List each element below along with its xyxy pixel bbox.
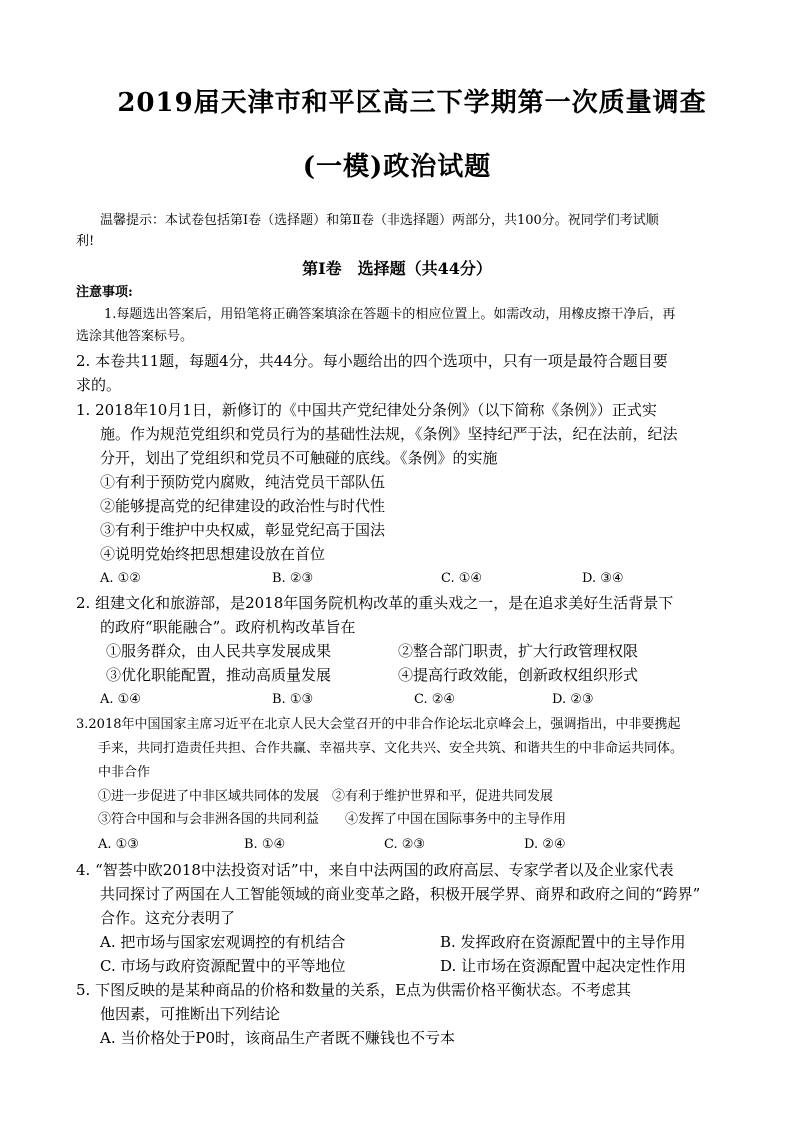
- notice-heading: 注意事项:: [76, 285, 133, 300]
- notice1-line1: 1.每题选出答案后，用铅笔将正确答案填涂在答题卡的相应位置上。如需改动，用橡皮擦干净后，再: [104, 307, 676, 322]
- q2-stem-line2: 的政府“职能融合”。政府机构改革旨在: [100, 618, 356, 636]
- q1-option-d: D. ③④: [582, 571, 624, 586]
- tip-text-line2: 利!: [76, 234, 95, 249]
- q2-option-c: C. ②④: [414, 692, 456, 707]
- q3-option-b: B. ①④: [244, 837, 286, 852]
- q2-statement-3: ③优化职能配置，推动高质量发展: [106, 666, 332, 684]
- q5-stem-line1: 5. 下图反映的是某种商品的价格和数量的关系，E点为供需价格平衡状态。不考虑其: [76, 981, 632, 999]
- q3-option-a: A. ①③: [98, 837, 139, 852]
- q4-option-d: D. 让市场在资源配置中起决定性作用: [440, 957, 687, 975]
- tip-text-line1: 温馨提示：本试卷包括第Ⅰ卷（选择题）和第Ⅱ卷（非选择题）两部分，共100分。祝同学们考试顺: [100, 213, 659, 228]
- q3-stem-line1: 3.2018年中国国家主席习近平在北京人民大会堂召开的中非合作论坛北京峰会上，强调指出，中非要携起: [76, 717, 681, 732]
- q2-stem-line1: 2. 组建文化和旅游部，是2018年国务院机构改革的重头戏之一，是在追求美好生活背景下: [76, 594, 674, 612]
- q4-stem-line2: 共同探讨了两国在人工智能领域的商业变革之路，积极开展学界、商界和政府之间的“跨界”: [100, 885, 701, 903]
- q1-statement-1: ①有利于预防党内腐败，纯洁党员干部队伍: [100, 473, 386, 491]
- q4-option-b: B. 发挥政府在资源配置中的主导作用: [440, 933, 686, 951]
- q1-stem-line2: 施。作为规范党组织和党员行为的基础性法规，《条例》坚持纪严于法，纪在法前，纪法: [100, 425, 678, 443]
- q1-stem-line3: 分开，划出了党组织和党员不可触碰的底线。《条例》的实施: [100, 449, 498, 467]
- q2-option-b: B. ①③: [272, 692, 314, 707]
- q4-option-a: A. 把市场与国家宏观调控的有机结合: [100, 933, 346, 951]
- q1-option-c: C. ①④: [441, 571, 483, 586]
- q1-statement-3: ③有利于维护中央权威，彰显党纪高于国法: [100, 521, 386, 539]
- q2-statement-2: ②整合部门职责，扩大行政管理权限: [398, 642, 639, 660]
- q1-statement-4: ④说明党始终把思想建设放在首位: [100, 545, 326, 563]
- q5-option-a: A. 当价格处于P0时，该商品生产者既不赚钱也不亏本: [100, 1029, 456, 1047]
- q3-statements-3-4: ③符合中国和与会非洲各国的共同利益 ④发挥了中国在国际事务中的主导作用: [98, 812, 567, 827]
- q3-option-d: D. ②④: [524, 837, 566, 852]
- q4-stem-line3: 合作。这充分表明了: [100, 909, 236, 927]
- q2-statement-1: ①服务群众，由人民共享发展成果: [106, 642, 332, 660]
- notice1-line2: 选涂其他答案标号。: [76, 329, 194, 344]
- q3-stem-line3: 中非合作: [98, 765, 151, 780]
- q3-stem-line2: 手来，共同打造责任共担、合作共赢、幸福共享、文化共兴、安全共筑、和谐共生的中非命运共同体。: [98, 741, 684, 756]
- q4-stem-line1: 4. “智荟中欧2018中法投资对话”中，来自中法两国的政府高层、专家学者以及企业家代表: [76, 861, 674, 879]
- q1-option-b: B. ②③: [272, 571, 314, 586]
- q1-statement-2: ②能够提高党的纪律建设的政治性与时代性: [100, 497, 386, 515]
- exam-title-line1: 2019届天津市和平区高三下学期第一次质量调查: [117, 88, 707, 118]
- q3-statements-1-2: ①进一步促进了中非区域共同体的发展 ②有利于维护世界和平，促进共同发展: [98, 789, 554, 804]
- q2-option-a: A. ①④: [100, 692, 141, 707]
- q2-option-d: D. ②③: [552, 692, 594, 707]
- section-title: 第Ⅰ卷 选择题（共44分）: [302, 259, 492, 278]
- q3-option-c: C. ②③: [384, 837, 426, 852]
- q5-stem-line2: 他因素，可推断出下列结论: [100, 1005, 281, 1023]
- q1-stem-line1: 1. 2018年10月1日，新修订的《中国共产党纪律处分条例》（以下简称《条例》）正式实: [76, 401, 657, 419]
- q1-option-a: A. ①②: [100, 571, 141, 586]
- exam-title-line2: (一模)政治试题: [302, 152, 492, 182]
- q4-option-c: C. 市场与政府资源配置中的平等地位: [100, 957, 346, 975]
- notice2-line1: 2. 本卷共11题，每题4分，共44分。每小题给出的四个选项中，只有一项是最符合题目要: [76, 352, 668, 370]
- q2-statement-4: ④提高行政效能，创新政权组织形式: [398, 666, 639, 684]
- notice2-line2: 求的。: [76, 376, 122, 394]
